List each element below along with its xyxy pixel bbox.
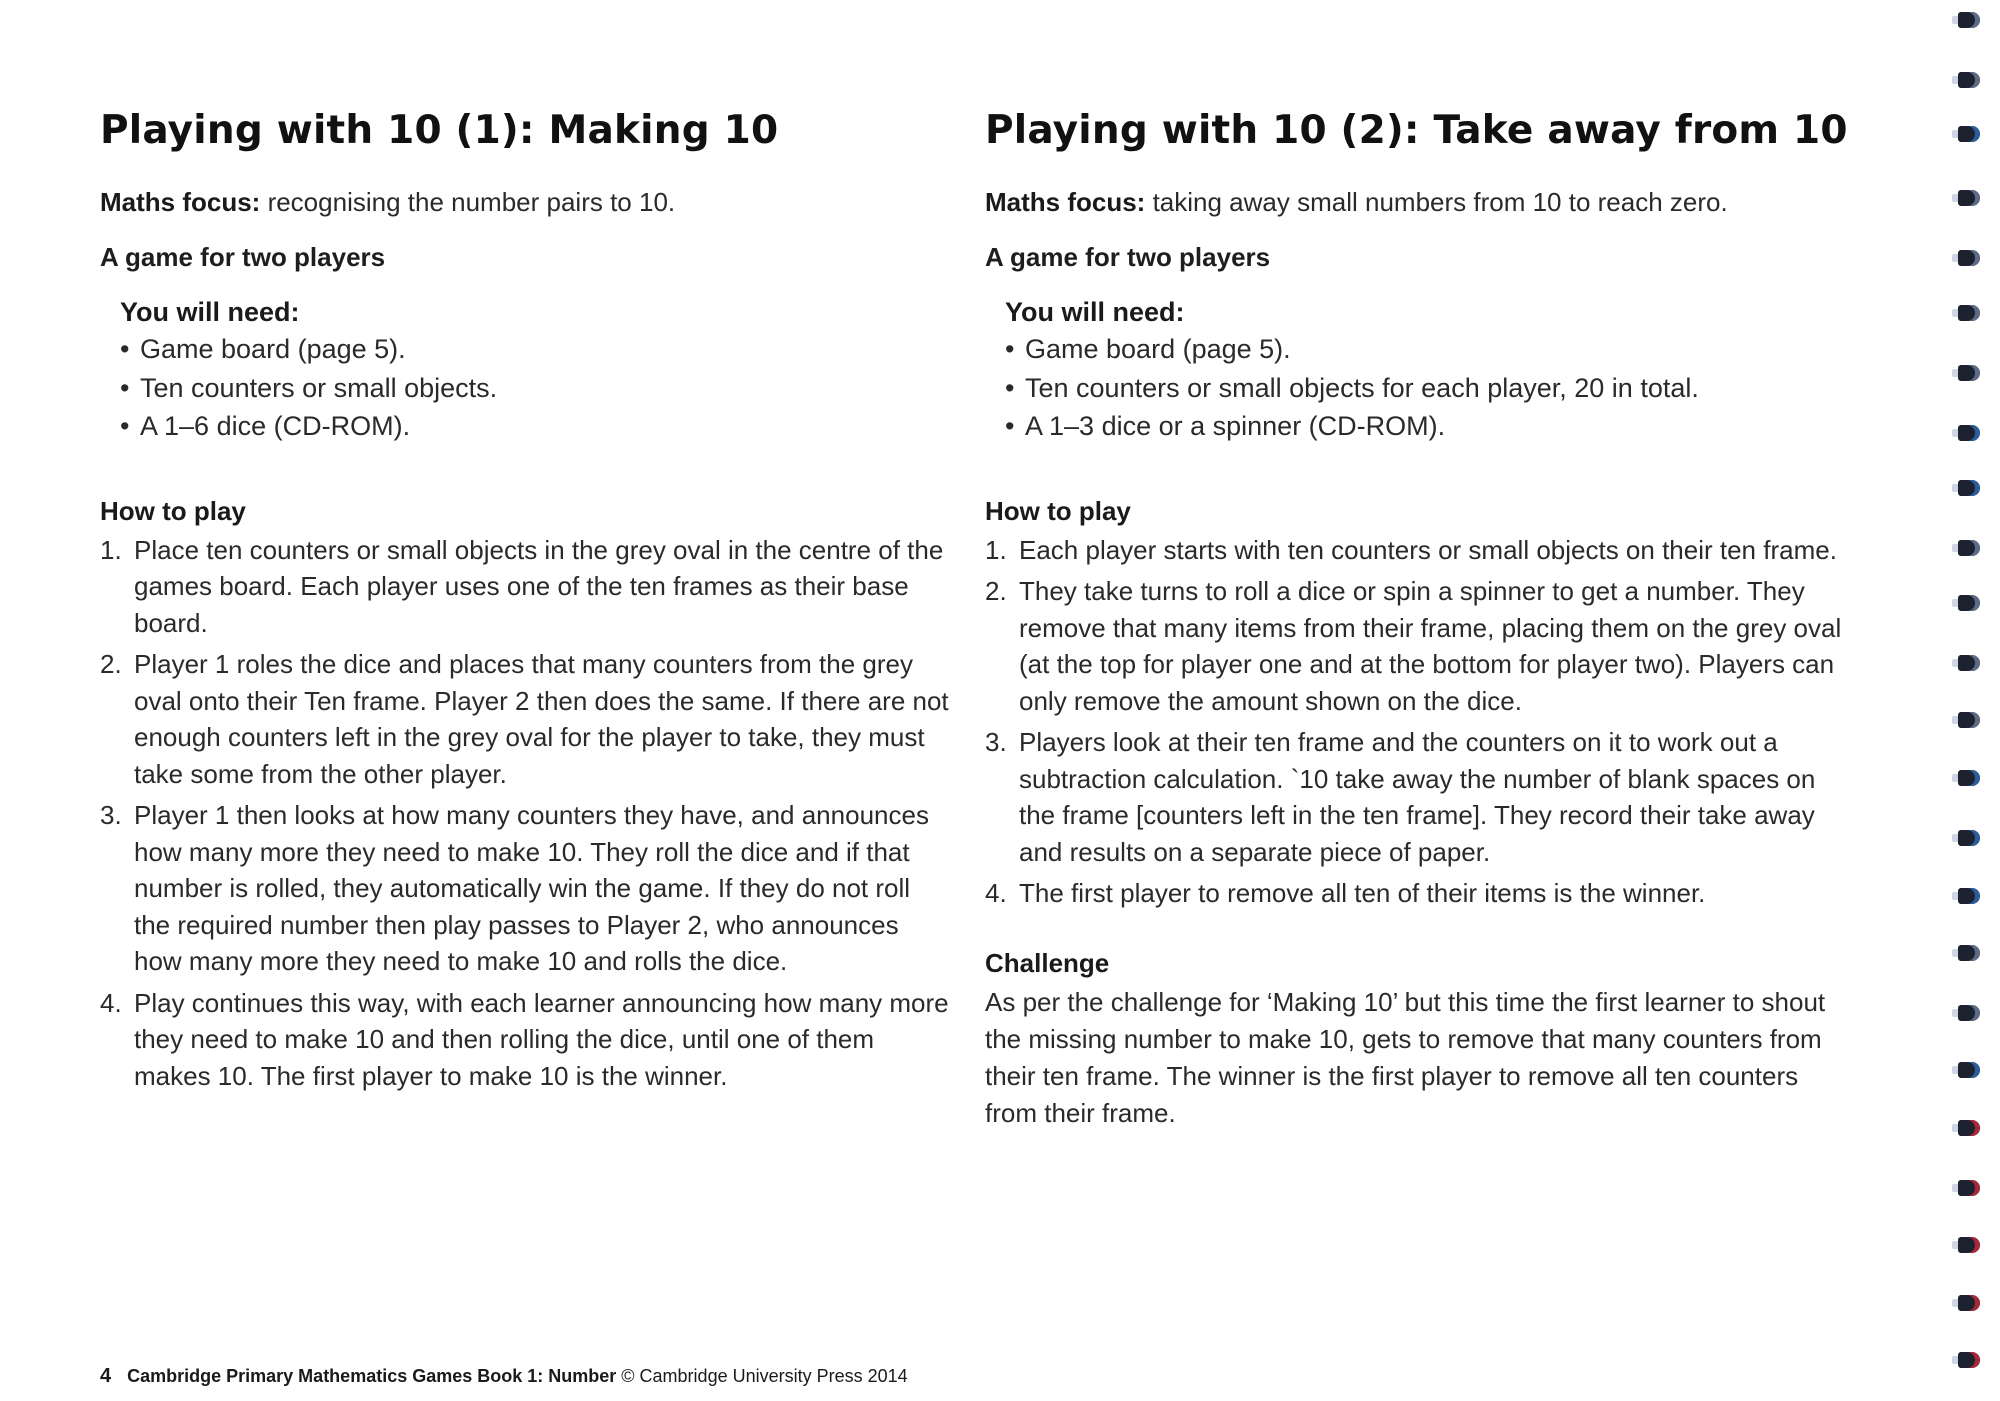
step-text: Play continues this way, with each learner announcing how many more they need to make 10 and then rolling the dice, until one of them makes 10. The first player to make 10 is the winner. [134,987,949,1091]
right-need-heading: You will need: [1005,297,1185,327]
bullet-icon: • [120,334,130,364]
left-focus-label: Maths focus: [100,187,261,217]
binding-coil-icon [1958,540,1980,556]
step-text: They take turns to roll a dice or spin a spinner to get a number. They remove that many items from their frame, placing them on the grey oval (at the top for player one and at the bottom for player two). Players can only remove the amount shown on the dice. [1019,576,1842,716]
need-item-text: Game board (page 5). [1025,334,1291,364]
bullet-icon: • [1005,334,1015,364]
binding-coil-icon [1958,945,1980,961]
binding-coil-icon [1958,770,1980,786]
left-column [100,105,950,1099]
copyright-text: © Cambridge University Press 2014 [616,1366,908,1386]
list-item [120,369,950,408]
step-number: 3. [985,727,1007,757]
step-item [985,875,1855,912]
step-number: 1. [985,534,1007,565]
binding-coil-icon [1958,126,1980,142]
left-need-heading: You will need: [120,297,300,327]
step-item [100,532,950,642]
binding-coil-icon [1958,1062,1980,1078]
need-item-text: Game board (page 5). [140,334,406,364]
binding-coil-icon [1958,1237,1980,1253]
challenge-heading: Challenge [985,947,1110,978]
bullet-icon: • [1005,372,1015,403]
step-item [100,646,950,792]
binding-coil-icon [1958,1352,1980,1368]
step-number: 3. [100,800,122,830]
step-item [985,532,1855,569]
step-number: 4. [985,878,1007,908]
left-how-to-play-heading: How to play [100,495,246,526]
need-item-text: Ten counters or small objects for each player, 20 in total. [1025,372,1699,403]
step-text: Player 1 roles the dice and places that many counters from the grey oval onto their Ten frame. Player 2 then does the same. If there are not enough counters left in the grey oval for the player to take, they must take some from the other player. [134,649,949,789]
binding-coil-icon [1958,830,1980,846]
right-you-will-need [1005,294,1855,446]
bullet-icon: • [120,372,130,403]
binding-coil-icon [1958,365,1980,381]
right-column [985,105,1855,1132]
list-item [1005,407,1855,446]
binding-coil-icon [1958,655,1980,671]
list-item [1005,369,1855,408]
right-focus-text: taking away small numbers from 10 to reach zero. [1145,187,1728,217]
binding-coil-icon [1958,888,1980,904]
binding-coil-icon [1958,595,1980,611]
left-need-list [120,330,950,446]
step-number: 1. [100,534,122,565]
step-item [100,985,950,1095]
step-number: 4. [100,987,122,1018]
right-need-list [1005,330,1855,446]
challenge-text: As per the challenge for ‘Making 10’ but this time the first learner to shout the missing number to make 10, gets to remove that many counters from their ten frame. The winner is the first player to remove all ten counters from their frame. [985,986,1826,1128]
step-text: Players look at their ten frame and the counters on it to work out a subtraction calculation. `10 take away the number of blank spaces on the frame [counters left in the ten frame]. They record their take away and results on a separate piece of paper. [1019,727,1816,867]
list-item [120,330,950,369]
binding-coil-icon [1958,1120,1980,1136]
step-number: 2. [985,576,1007,606]
binding-coil-icon [1958,250,1980,266]
bullet-icon: • [120,411,130,441]
list-item [1005,330,1855,369]
step-text: The first player to remove all ten of their items is the winner. [1019,878,1706,908]
list-item [120,407,950,446]
left-steps [100,532,950,1095]
need-item-text: A 1–3 dice or a spinner (CD-ROM). [1025,411,1446,441]
need-item-text: Ten counters or small objects. [140,372,498,403]
binding-coil-icon [1958,1180,1980,1196]
page-number: 4 [100,1365,112,1387]
right-players-line: A game for two players [985,242,1271,272]
step-text: Place ten counters or small objects in the grey oval in the centre of the games board. Each player uses one of the ten frames as their base board. [134,534,944,638]
left-you-will-need [120,294,950,446]
need-item-text: A 1–6 dice (CD-ROM). [140,411,411,441]
left-players-line: A game for two players [100,242,386,272]
binding-coil-icon [1958,305,1980,321]
step-number: 2. [100,649,122,679]
right-title: Playing with 10 (2): Take away from 10 [985,108,1848,153]
right-how-to-play-heading: How to play [985,495,1131,526]
binding-coil-icon [1958,1295,1980,1311]
left-title: Playing with 10 (1): Making 10 [100,108,779,153]
step-text: Player 1 then looks at how many counters they have, and announces how many more they need to make 10. They roll the dice and if that number is rolled, they automatically win the game. If they do not roll the required number then play passes to Player 2, who announces how many more they need to make 10 and rolls the dice. [134,800,929,976]
binding-coil-icon [1958,72,1980,88]
right-maths-focus [985,185,1855,219]
binding-coil-icon [1958,425,1980,441]
binding-coil-icon [1958,190,1980,206]
spiral-binding [1940,0,2000,1401]
step-item [985,724,1855,870]
step-item [100,797,950,980]
binding-coil-icon [1958,12,1980,28]
left-focus-text: recognising the number pairs to 10. [260,187,676,217]
step-item [985,573,1855,719]
left-maths-focus [100,185,950,219]
binding-coil-icon [1958,1005,1980,1021]
binding-coil-icon [1958,712,1980,728]
binding-coil-icon [1958,480,1980,496]
book-title: Cambridge Primary Mathematics Games Book 1: Number [127,1366,617,1386]
step-text: Each player starts with ten counters or small objects on their ten frame. [1019,534,1837,565]
right-steps [985,532,1855,912]
page-footer [100,1363,908,1389]
bullet-icon: • [1005,411,1015,441]
right-focus-label: Maths focus: [985,187,1146,217]
